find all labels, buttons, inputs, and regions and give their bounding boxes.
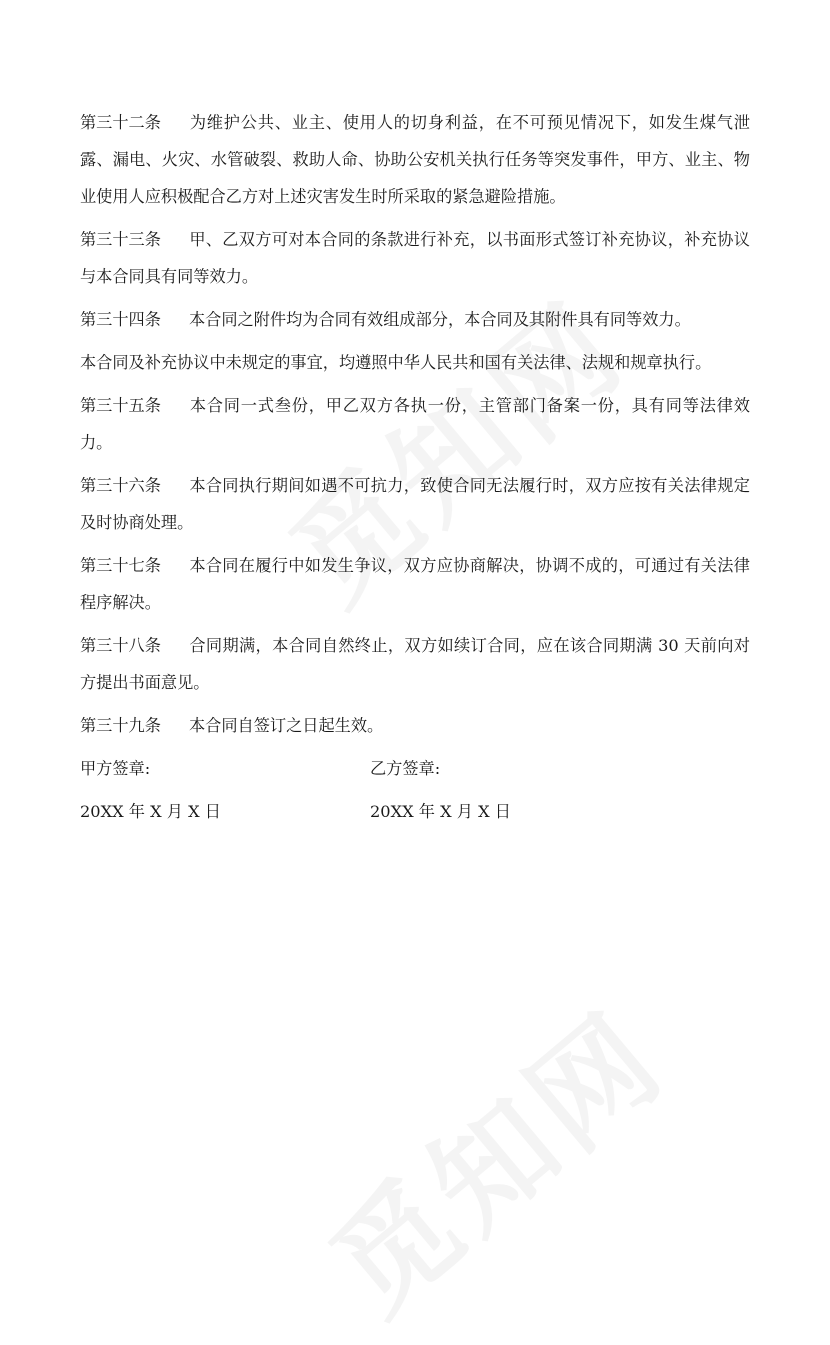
clause-text: 本合同及补充协议中未规定的事宜，均遵照中华人民共和国有关法律、法规和规章执行。 bbox=[80, 353, 712, 372]
clause-text: 为维护公共、业主、使用人的切身利益，在不可预见情况下，如发生煤气泄露、漏电、火灾、水管破裂、救助人命、协助公安机关执行任务等突发事件，甲方、业主、物业使用人应积极配合乙方对上述灾害发生时所采取的紧急避险措施。 bbox=[80, 113, 750, 206]
party-b-signature-label: 乙方签章: bbox=[370, 759, 441, 778]
clause-text: 本合同执行期间如遇不可抗力，致使合同无法履行时，双方应按有关法律规定及时协商处理。 bbox=[80, 476, 750, 532]
clause-34-supplement bbox=[80, 344, 750, 381]
clause-36 bbox=[80, 467, 750, 541]
clause-39 bbox=[80, 707, 750, 744]
party-a-signature-label: 甲方签章: bbox=[80, 759, 151, 778]
clause-text: 本合同一式叁份，甲乙双方各执一份，主管部门备案一份，具有同等法律效力。 bbox=[80, 396, 750, 452]
clause-37 bbox=[80, 547, 750, 621]
party-a-date: 20XX 年 X 月 X 日 bbox=[80, 802, 221, 821]
clause-35 bbox=[80, 387, 750, 461]
clause-text: 本合同自签订之日起生效。 bbox=[189, 716, 384, 735]
clause-number: 第三十二条 bbox=[80, 113, 161, 132]
clause-33 bbox=[80, 221, 750, 295]
contract-body bbox=[80, 104, 750, 830]
date-row bbox=[80, 793, 750, 830]
clause-number: 第三十八条 bbox=[80, 636, 161, 655]
watermark bbox=[290, 967, 695, 1345]
clause-number: 第三十九条 bbox=[80, 716, 161, 735]
signature-row bbox=[80, 750, 750, 787]
clause-number: 第三十四条 bbox=[80, 310, 161, 329]
party-b-date: 20XX 年 X 月 X 日 bbox=[370, 802, 511, 821]
clause-38 bbox=[80, 627, 750, 701]
clause-text: 本合同在履行中如发生争议，双方应协商解决，协调不成的，可通过有关法律程序解决。 bbox=[80, 556, 750, 612]
clause-text: 甲、乙双方可对本合同的条款进行补充，以书面形式签订补充协议，补充协议与本合同具有同等效力。 bbox=[80, 230, 750, 286]
clause-number: 第三十三条 bbox=[80, 230, 161, 249]
clause-32 bbox=[80, 104, 750, 215]
clause-34 bbox=[80, 301, 750, 338]
clause-number: 第三十七条 bbox=[80, 556, 161, 575]
clause-number: 第三十五条 bbox=[80, 396, 161, 415]
clause-text: 合同期满，本合同自然终止，双方如续订合同，应在该合同期满 30 天前向对方提出书面意见。 bbox=[80, 636, 750, 692]
clause-number: 第三十六条 bbox=[80, 476, 161, 495]
clause-text: 本合同之附件均为合同有效组成部分，本合同及其附件具有同等效力。 bbox=[189, 310, 691, 329]
